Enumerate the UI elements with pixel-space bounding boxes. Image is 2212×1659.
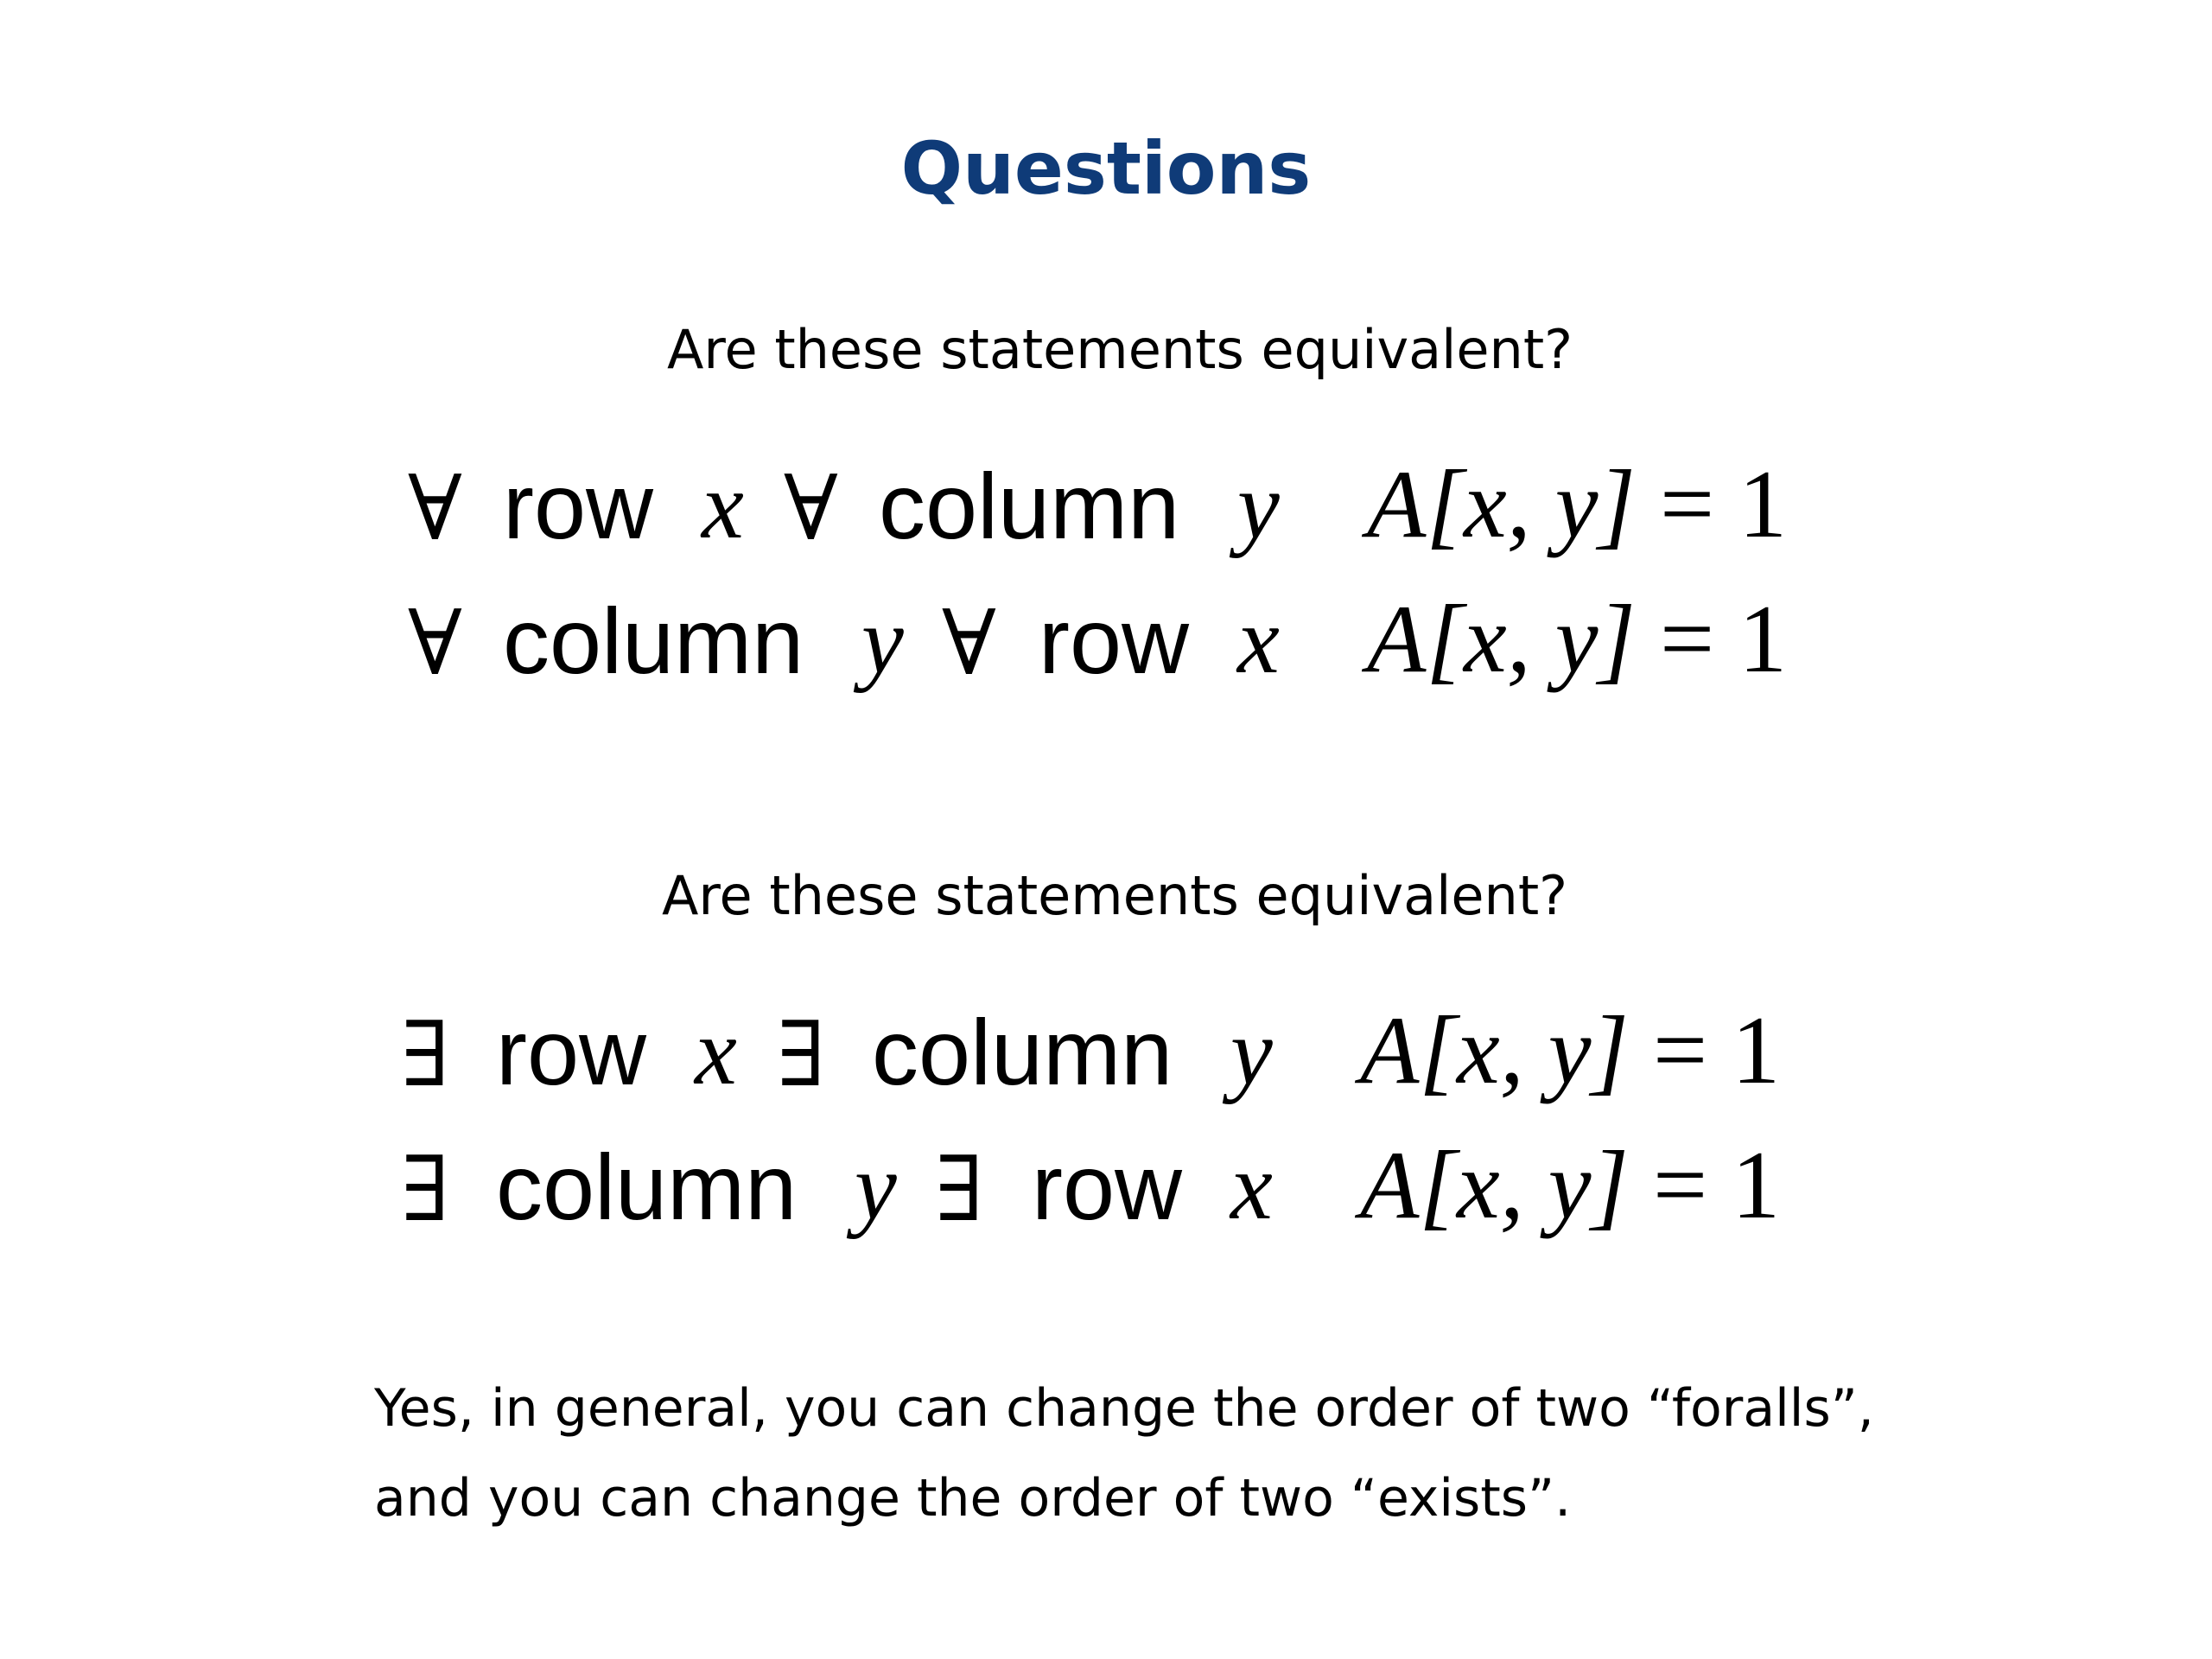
exists-symbol: ∃ xyxy=(935,1136,984,1242)
variable-y: y xyxy=(855,1134,897,1239)
matrix-name: A xyxy=(1360,997,1420,1104)
variable-y: y xyxy=(861,588,904,693)
matrix-index: [x, y] xyxy=(1426,451,1637,558)
answer-line-1: Yes, in general, you can change the order of two “foralls”, xyxy=(374,1378,1874,1439)
variable-x: x xyxy=(1230,1134,1273,1239)
equality: = 1 xyxy=(1636,586,1788,693)
variable-x: x xyxy=(695,999,737,1104)
word-column: column xyxy=(496,1135,798,1239)
forall-symbol: ∀ xyxy=(784,455,838,561)
matrix-expression xyxy=(1360,1132,1781,1239)
exists-symbol: ∃ xyxy=(401,1136,450,1242)
matrix-expression xyxy=(1360,997,1781,1104)
matrix-name: A xyxy=(1360,1132,1420,1239)
forall-symbol: ∀ xyxy=(408,590,462,696)
word-column: column xyxy=(872,1000,1173,1104)
equality: = 1 xyxy=(1636,451,1788,558)
forall-symbol: ∀ xyxy=(408,455,462,561)
question-prompt-2: Are these statements equivalent? xyxy=(661,864,1568,927)
variable-x: x xyxy=(702,453,744,558)
forall-symbol: ∀ xyxy=(942,590,996,696)
answer-line-2: and you can change the order of two “exists”. xyxy=(374,1468,1572,1529)
matrix-name: A xyxy=(1367,451,1427,558)
equality: = 1 xyxy=(1629,997,1781,1104)
word-column: column xyxy=(503,588,804,693)
word-column: column xyxy=(879,454,1180,558)
variable-y: y xyxy=(1230,999,1273,1104)
matrix-expression xyxy=(1367,451,1788,558)
matrix-index: [x, y] xyxy=(1419,1132,1630,1239)
exists-symbol: ∃ xyxy=(401,1001,450,1107)
word-row: row xyxy=(503,454,654,558)
word-row: row xyxy=(496,1000,647,1104)
word-row: row xyxy=(1039,588,1190,693)
question-prompt-1: Are these statements equivalent? xyxy=(666,318,1573,381)
matrix-index: [x, y] xyxy=(1426,586,1637,693)
variable-y: y xyxy=(1237,453,1280,558)
variable-x: x xyxy=(1237,588,1280,693)
exists-symbol: ∃ xyxy=(777,1001,826,1107)
matrix-index: [x, y] xyxy=(1419,997,1630,1104)
word-row: row xyxy=(1032,1135,1183,1239)
matrix-expression xyxy=(1367,586,1788,693)
slide-title: Questions xyxy=(900,126,1312,211)
answer-text xyxy=(374,1363,2016,1543)
equality: = 1 xyxy=(1629,1132,1781,1239)
matrix-name: A xyxy=(1367,586,1427,693)
